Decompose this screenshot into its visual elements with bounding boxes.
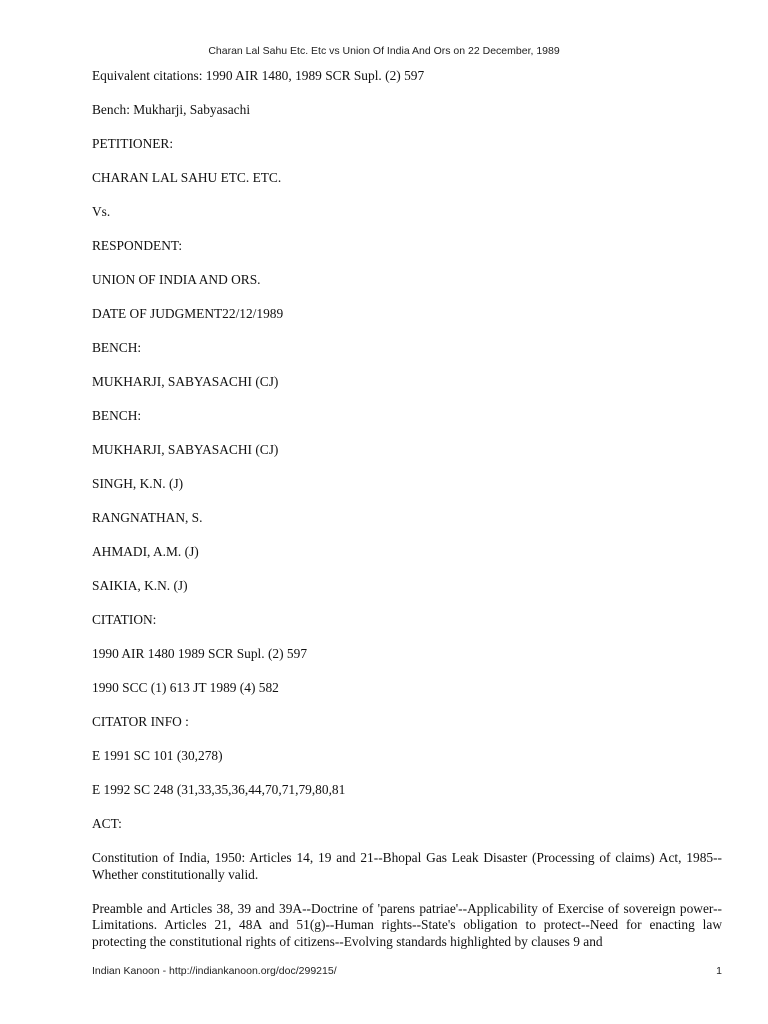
page-number: 1 (716, 965, 722, 977)
citator-info-heading: CITATOR INFO : (92, 714, 189, 729)
date-of-judgment: DATE OF JUDGMENT22/12/1989 (92, 306, 284, 321)
respondent-heading: RESPONDENT: (92, 238, 183, 253)
citation-line: 1990 AIR 1480 1989 SCR Supl. (2) 597 (92, 646, 308, 661)
citation-line: 1990 SCC (1) 613 JT 1989 (4) 582 (92, 680, 279, 695)
citator-entry: E 1992 SC 248 (31,33,35,36,44,70,71,79,80,81 (92, 782, 346, 797)
footer-source: Indian Kanoon - http://indiankanoon.org/doc/299215/ (92, 965, 337, 977)
bench-judge: RANGNATHAN, S. (92, 510, 203, 525)
judgment-body (92, 68, 722, 950)
act-heading: ACT: (92, 816, 122, 831)
bench-heading: BENCH: (92, 408, 142, 423)
bench-judge: SINGH, K.N. (J) (92, 476, 184, 491)
bench-line: Bench: Mukharji, Sabyasachi (92, 102, 251, 117)
equivalent-citations: Equivalent citations: 1990 AIR 1480, 1989 SCR Supl. (2) 597 (92, 68, 425, 83)
bench-judge: SAIKIA, K.N. (J) (92, 578, 188, 593)
versus: Vs. (92, 204, 111, 219)
citation-heading: CITATION: (92, 612, 157, 627)
citator-entry: E 1991 SC 101 (30,278) (92, 748, 223, 763)
page-footer (92, 965, 722, 977)
act-paragraph: Preamble and Articles 38, 39 and 39A--Doctrine of 'parens patriae'--Applicability of Exercise of sovereign power--Limitations. Articles 21, 48A and 51(g)--Human rights--State's obligation to protect--Need for enacting law protecting the constitutional rights of citizens--Evolving standards highlighted by clauses 9 and (92, 900, 722, 949)
bench-judge: MUKHARJI, SABYASACHI (CJ) (92, 442, 279, 457)
petitioner-heading: PETITIONER: (92, 136, 174, 151)
bench-heading: BENCH: (92, 340, 142, 355)
petitioner-name: CHARAN LAL SAHU ETC. ETC. (92, 170, 282, 185)
running-header: Charan Lal Sahu Etc. Etc vs Union Of India And Ors on 22 December, 1989 (208, 45, 560, 57)
bench-judge: AHMADI, A.M. (J) (92, 544, 199, 559)
respondent-name: UNION OF INDIA AND ORS. (92, 272, 261, 287)
act-paragraph: Constitution of India, 1950: Articles 14, 19 and 21--Bhopal Gas Leak Disaster (Processing of claims) Act, 1985--Whether constitutionally valid. (92, 850, 722, 882)
bench-judge: MUKHARJI, SABYASACHI (CJ) (92, 374, 279, 389)
